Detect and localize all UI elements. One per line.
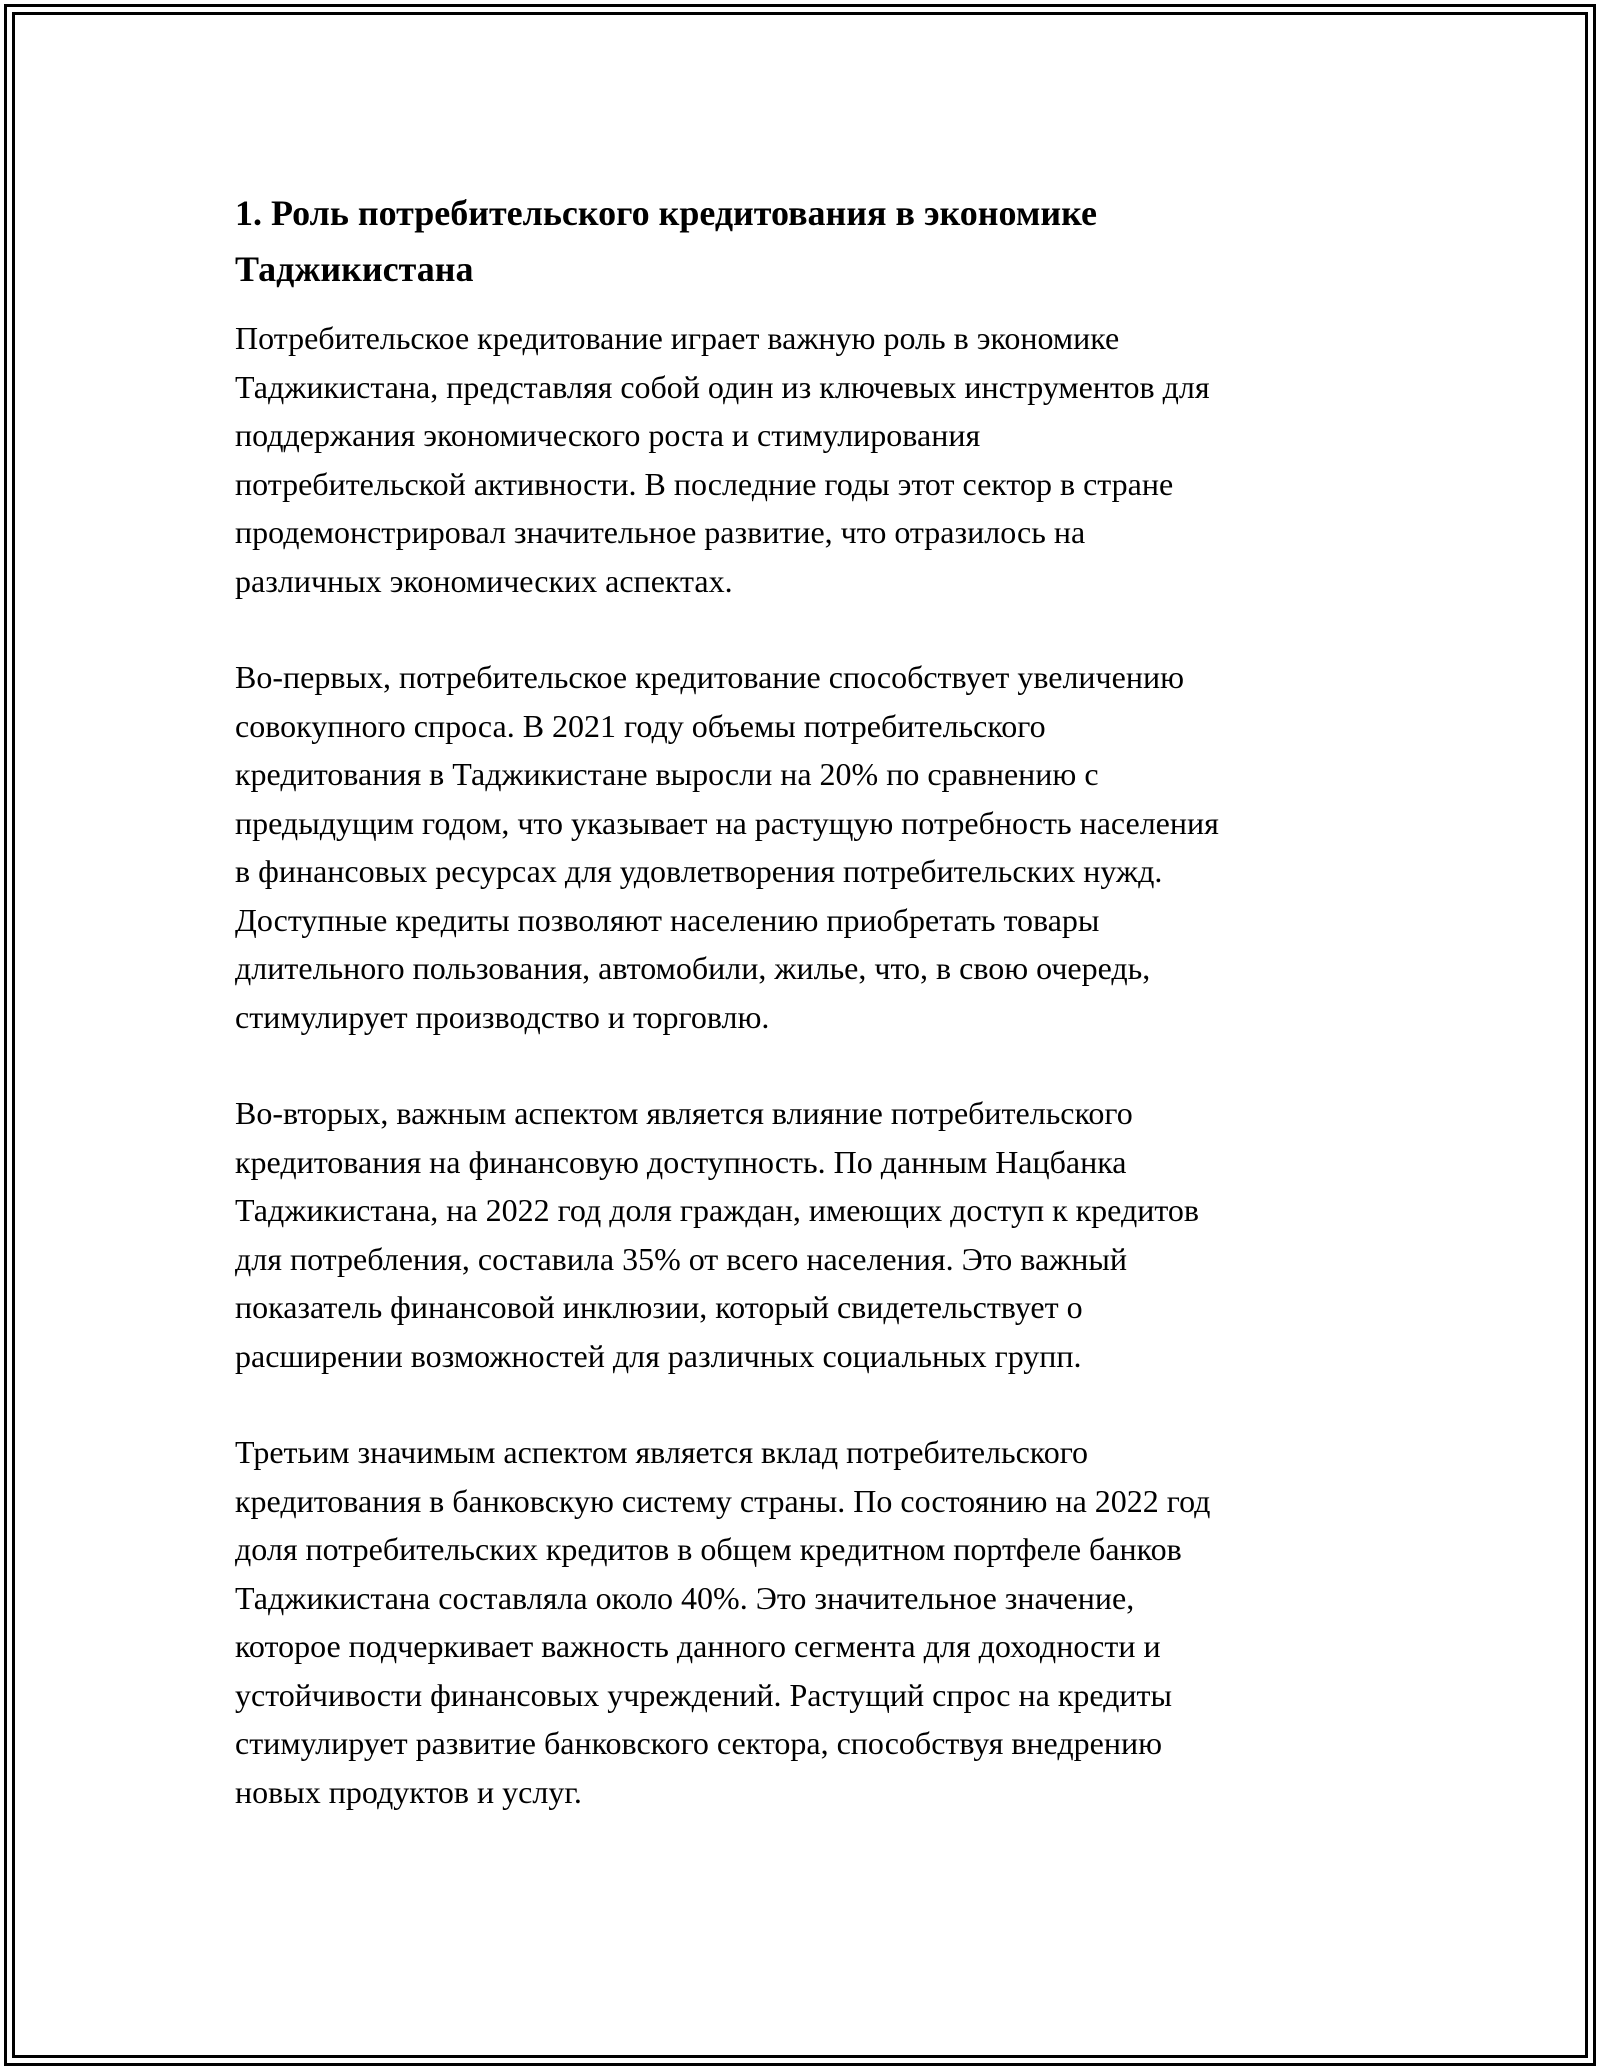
paragraph-third — [235, 1428, 1380, 1816]
text-line: Третьим значимым аспектом является вклад потребительского — [235, 1434, 1089, 1470]
text-line: для потребления, составила 35% от всего населения. Это важный — [235, 1240, 1128, 1277]
text-line: в финансовых ресурсах для удовлетворения потребительских нужд. — [235, 853, 1163, 889]
text-line: Потребительское кредитование играет важную роль в экономике — [235, 320, 1120, 356]
paragraph-second — [235, 1089, 1380, 1380]
text-line: потребительской активности. В последние годы этот сектор в стране — [235, 465, 1174, 502]
text-line: Во-первых, потребительское кредитование способствует увеличению — [235, 659, 1184, 695]
text-line: длительного пользования, автомобили, жилье, что, в свою очередь, — [235, 950, 1151, 986]
text-line: Доступные кредиты позволяют населению приобретать товары — [235, 901, 1100, 938]
text-line: новых продуктов и услуг. — [235, 1773, 582, 1810]
text-line: поддержания экономического роста и стимулирования — [235, 417, 981, 453]
text-line: которое подчеркивает важность данного сегмента для доходности и — [235, 1628, 1161, 1664]
text-line: доля потребительских кредитов в общем кредитном портфеле банков — [235, 1531, 1182, 1567]
text-line: стимулирует производство и торговлю. — [235, 998, 770, 1035]
text-line: предыдущим годом, что указывает на растущую потребность населения — [235, 804, 1219, 841]
section-heading-line: 1. Роль потребительского кредитования в экономике — [235, 193, 1097, 233]
text-line: продемонстрировал значительное развитие, что отразилось на — [235, 514, 1086, 550]
text-line: кредитования в банковскую систему страны. По состоянию на 2022 год — [235, 1482, 1211, 1519]
text-line: кредитования в Таджикистане выросли на 20% по сравнению с — [235, 756, 1099, 792]
text-line: стимулирует развитие банковского сектора, способствуя внедрению — [235, 1725, 1162, 1761]
text-line: кредитования на финансовую доступность. По данным Нацбанка — [235, 1143, 1127, 1180]
paragraph-intro — [235, 314, 1380, 605]
section-heading — [235, 185, 1380, 297]
text-line: показатель финансовой инклюзии, который свидетельствует о — [235, 1289, 1083, 1325]
text-line: Таджикистана, представляя собой один из ключевых инструментов для — [235, 368, 1210, 405]
text-line: Во-вторых, важным аспектом является влияние потребительского — [235, 1095, 1133, 1131]
section-heading-line: Таджикистана — [235, 249, 474, 289]
text-line: различных экономических аспектах. — [235, 562, 733, 599]
document-body — [235, 185, 1380, 1864]
text-line: расширении возможностей для различных социальных групп. — [235, 1337, 1082, 1374]
text-line: совокупного спроса. В 2021 году объемы потребительского — [235, 707, 1046, 744]
text-line: устойчивости финансовых учреждений. Растущий спрос на кредиты — [235, 1676, 1173, 1713]
paragraph-first — [235, 653, 1380, 1041]
text-line: Таджикистана, на 2022 год доля граждан, имеющих доступ к кредитов — [235, 1192, 1200, 1228]
text-line: Таджикистана составляла около 40%. Это значительное значение, — [235, 1579, 1135, 1616]
